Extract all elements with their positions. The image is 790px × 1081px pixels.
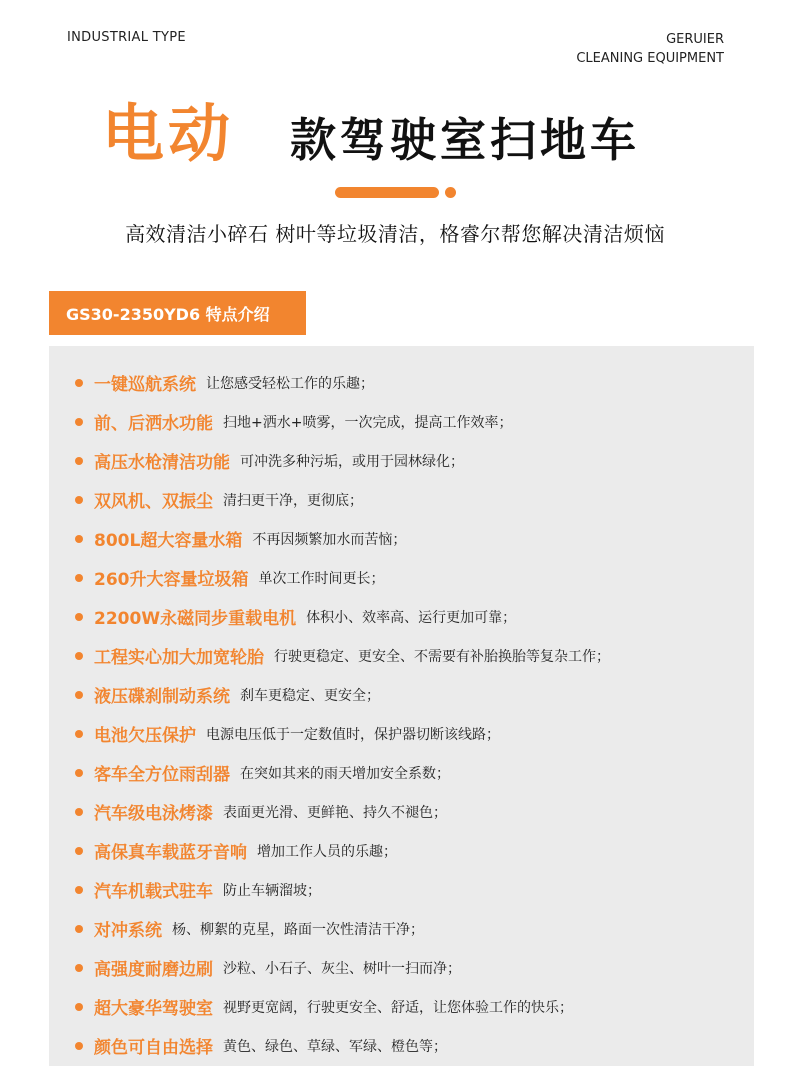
feature-description: 视野更宽阔，行驶更安全、舒适，让您体验工作的快乐； — [223, 999, 573, 1016]
feature-item — [49, 441, 754, 480]
feature-item — [49, 402, 754, 441]
feature-title: 电池欠压保护 — [94, 726, 196, 746]
bullet-dot-icon — [75, 769, 83, 777]
feature-description: 黄色、绿色、草绿、军绿、橙色等； — [223, 1038, 447, 1055]
feature-description: 扫地+洒水+喷雾，一次完成，提高工作效率； — [223, 414, 513, 431]
subtitle: 高效清洁小碎石 树叶等垃圾清洁，格睿尔帮您解决清洁烦恼 — [125, 222, 665, 246]
bullet-dot-icon — [75, 1042, 83, 1050]
feature-title: 800L超大容量水箱 — [94, 531, 243, 551]
bullet-dot-icon — [75, 652, 83, 660]
feature-description: 让您感受轻松工作的乐趣； — [206, 375, 374, 392]
feature-description: 杨、柳絮的克星，路面一次性清洁干净； — [172, 921, 424, 938]
brand-label — [576, 30, 724, 68]
feature-title: 对冲系统 — [94, 921, 162, 941]
page-title — [0, 78, 790, 178]
feature-description: 增加工作人员的乐趣； — [257, 843, 397, 860]
title-accent: 电动 — [102, 97, 235, 170]
feature-title: 高保真车载蓝牙音响 — [94, 843, 247, 863]
bullet-dot-icon — [75, 535, 83, 543]
feature-item — [49, 831, 754, 870]
feature-item — [49, 714, 754, 753]
title-main: 款驾驶室扫地车 — [290, 113, 640, 167]
feature-description: 清扫更干净，更彻底； — [223, 492, 363, 509]
bullet-dot-icon — [75, 730, 83, 738]
feature-description: 电源电压低于一定数值时，保护器切断该线路； — [206, 726, 500, 743]
feature-item — [49, 753, 754, 792]
feature-title: 汽车级电泳烤漆 — [94, 804, 213, 824]
feature-item — [49, 558, 754, 597]
feature-title: 超大豪华驾驶室 — [94, 999, 213, 1019]
feature-title: 高强度耐磨边刷 — [94, 960, 213, 980]
feature-item — [49, 363, 754, 402]
bullet-dot-icon — [75, 925, 83, 933]
decorative-dot — [445, 187, 456, 198]
feature-item — [49, 597, 754, 636]
feature-title: 一键巡航系统 — [94, 375, 196, 395]
feature-panel — [49, 346, 754, 1066]
feature-item — [49, 1026, 754, 1065]
bullet-dot-icon — [75, 457, 83, 465]
feature-title: 汽车机载式驻车 — [94, 882, 213, 902]
model-badge: GS30-2350YD6 特点介绍 — [49, 291, 306, 335]
feature-item — [49, 792, 754, 831]
feature-title: 260升大容量垃圾箱 — [94, 570, 249, 590]
feature-description: 表面更光滑、更鲜艳、持久不褪色； — [223, 804, 447, 821]
feature-description: 刹车更稳定、更安全； — [240, 687, 380, 704]
feature-item — [49, 675, 754, 714]
brand-name: GERUIER — [666, 32, 724, 47]
bullet-dot-icon — [75, 418, 83, 426]
feature-title: 液压碟刹制动系统 — [94, 687, 230, 707]
feature-list — [49, 363, 754, 1065]
feature-item — [49, 948, 754, 987]
feature-item — [49, 636, 754, 675]
bullet-dot-icon — [75, 691, 83, 699]
feature-item — [49, 519, 754, 558]
feature-description: 单次工作时间更长； — [258, 570, 385, 587]
industrial-type-label: INDUSTRIAL TYPE — [67, 30, 186, 45]
feature-title: 前、后洒水功能 — [94, 414, 213, 434]
bullet-dot-icon — [75, 496, 83, 504]
bullet-dot-icon — [75, 379, 83, 387]
feature-description: 沙粒、小石子、灰尘、树叶一扫而净； — [223, 960, 461, 977]
feature-item — [49, 987, 754, 1026]
decorative-bar — [335, 187, 439, 198]
bullet-dot-icon — [75, 808, 83, 816]
brand-tagline: CLEANING EQUIPMENT — [576, 51, 724, 66]
feature-item — [49, 909, 754, 948]
feature-item — [49, 480, 754, 519]
feature-title: 颜色可自由选择 — [94, 1038, 213, 1058]
feature-description: 防止车辆溜坡； — [223, 882, 321, 899]
bullet-dot-icon — [75, 886, 83, 894]
feature-item — [49, 870, 754, 909]
bullet-dot-icon — [75, 1003, 83, 1011]
bullet-dot-icon — [75, 613, 83, 621]
feature-description: 不再因频繁加水而苦恼； — [252, 531, 407, 548]
feature-description: 在突如其来的雨天增加安全系数； — [240, 765, 450, 782]
bullet-dot-icon — [75, 847, 83, 855]
feature-title: 客车全方位雨刮器 — [94, 765, 230, 785]
bullet-dot-icon — [75, 964, 83, 972]
bullet-dot-icon — [75, 574, 83, 582]
feature-title: 高压水枪清洁功能 — [94, 453, 230, 473]
feature-title: 2200W永磁同步重载电机 — [94, 609, 297, 629]
feature-description: 行驶更稳定、更安全、不需要有补胎换胎等复杂工作； — [274, 648, 610, 665]
feature-title: 双风机、双振尘 — [94, 492, 213, 512]
feature-title: 工程实心加大加宽轮胎 — [94, 648, 264, 668]
feature-description: 可冲洗多种污垢，或用于园林绿化； — [240, 453, 464, 470]
feature-description: 体积小、效率高、运行更加可靠； — [306, 609, 517, 626]
